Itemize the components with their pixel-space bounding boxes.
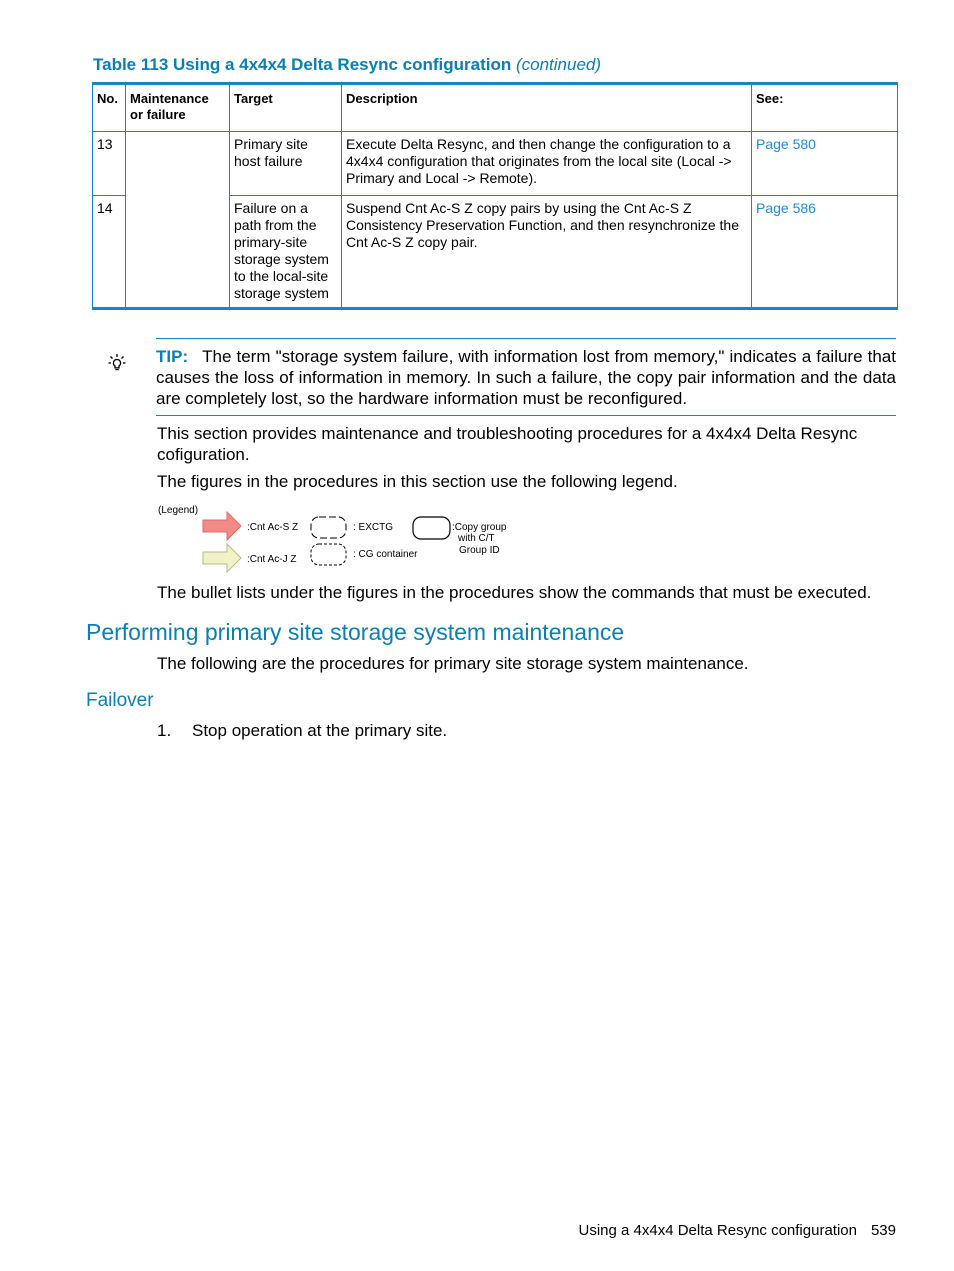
header-no: No. — [93, 84, 126, 132]
table-header-row — [93, 84, 898, 132]
table-row — [93, 132, 898, 196]
page-footer — [578, 1222, 896, 1239]
lightbulb-icon — [106, 352, 128, 374]
legend-cnt-acj-z: :Cnt Ac-J Z — [247, 554, 297, 565]
cg-container-shape — [311, 544, 346, 565]
row-maintenance — [126, 132, 230, 309]
legend-figure — [155, 503, 535, 575]
table-caption-title: Table 113 Using a 4x4x4 Delta Resync configuration — [93, 55, 512, 74]
page-586-link[interactable]: Page 586 — [756, 200, 816, 216]
legend-copy-group-id: Group ID — [459, 545, 500, 556]
legend-caption: (Legend) — [158, 505, 199, 516]
legend-cg-container: : CG container — [353, 549, 418, 560]
legend-intro-paragraph: The figures in the procedures in this section use the following legend. — [157, 472, 678, 491]
delta-resync-table — [92, 82, 898, 310]
section-heading: Performing primary site storage system maintenance — [86, 619, 625, 645]
header-see: See: — [752, 84, 898, 132]
tip-text: The term "storage system failure, with information lost from memory," indicates a failure that causes the loss of information in memory. In such a failure, the copy pair information and the data are completely lost, so the hardware information must be reconfigured. — [156, 347, 896, 408]
cnt-acj-z-arrow — [203, 544, 241, 572]
row-target: Primary site host failure — [230, 132, 342, 196]
exctg-shape — [311, 517, 346, 538]
row-description: Execute Delta Resync, and then change the configuration to a 4x4x4 configuration that originates from the local site (Local -> Primary and Local -> Remote). — [342, 132, 752, 196]
row-see — [752, 196, 898, 309]
legend-copy-group: :Copy group — [452, 522, 507, 533]
tip-label: TIP: — [156, 347, 189, 366]
subsection-heading: Failover — [86, 690, 154, 711]
row-target: Failure on a path from the primary-site storage system to the local-site storage system — [230, 196, 342, 309]
row-see — [752, 132, 898, 196]
table-caption — [93, 55, 601, 75]
header-description: Description — [342, 84, 752, 132]
tip-box — [156, 338, 896, 416]
legend-exctg: : EXCTG — [353, 522, 394, 533]
page-number: 539 — [870, 1222, 896, 1239]
legend-copy-group-ct: with C/T — [458, 533, 495, 544]
row-no: 13 — [93, 132, 126, 196]
page-580-link[interactable]: Page 580 — [756, 136, 816, 152]
section-text: The following are the procedures for primary site storage system maintenance. — [157, 654, 749, 673]
step-number: 1. — [157, 721, 172, 740]
header-maintenance: Maintenance or failure — [126, 84, 230, 132]
table-caption-continued: (continued) — [515, 55, 602, 74]
intro-paragraph: This section provides maintenance and troubleshooting procedures for a 4x4x4 Delta Resync cofiguration. — [157, 424, 858, 464]
copy-group-shape — [413, 517, 450, 539]
header-target: Target — [230, 84, 342, 132]
row-no: 14 — [93, 196, 126, 309]
row-description: Suspend Cnt Ac-S Z copy pairs by using the Cnt Ac-S Z Consistency Preservation Function, and then resynchronize the Cnt Ac-S Z copy pair. — [342, 196, 752, 309]
footer-title: Using a 4x4x4 Delta Resync configuration — [578, 1222, 857, 1239]
legend-cnt-acs-z: :Cnt Ac-S Z — [247, 522, 299, 533]
bullets-paragraph: The bullet lists under the figures in the procedures show the commands that must be executed. — [157, 583, 872, 602]
step-text: Stop operation at the primary site. — [192, 721, 448, 740]
cnt-acs-z-arrow — [203, 512, 241, 540]
